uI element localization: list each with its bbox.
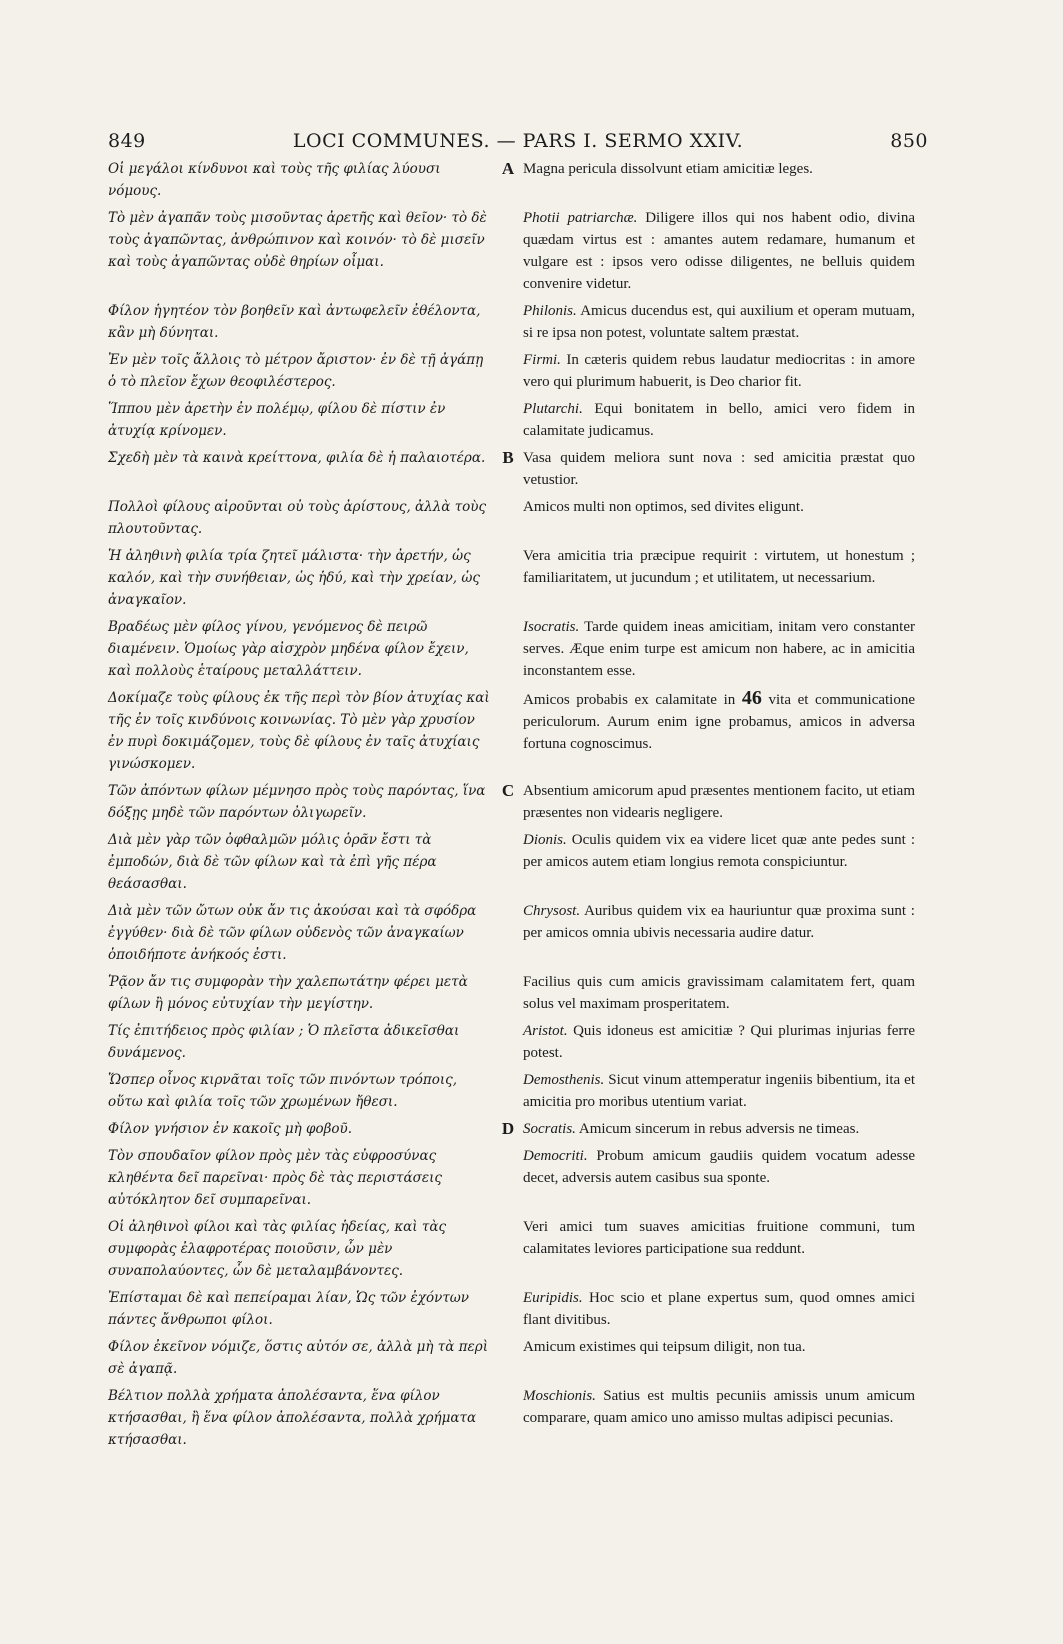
latin-translation — [523, 1385, 915, 1429]
source-author: Isocratis. — [523, 619, 580, 635]
greek-text: Φίλον γνήσιον ἐν κακοῖς μὴ φοβοῦ. — [108, 1121, 353, 1137]
latin-translation — [523, 447, 915, 491]
greek-text: Φίλον ἐκεῖνον νόμιζε, ὅστις αὐτόν σε, ἀλλὰ μὴ τὰ περὶ σὲ ἀγαπᾷ. — [108, 1339, 488, 1377]
sentence-pair — [108, 616, 938, 682]
greek-text: Ὥσπερ οἶνος κιρνᾶται τοῖς τῶν πινόντων τρόποις, οὕτω καὶ φιλία τοῖς τῶν χρωμένων ἤθεσι. — [108, 1072, 457, 1110]
latin-text: Tarde quidem ineas amicitiam, initam vero constanter serves. Æque enim turpe est amicum non habere, ac in amicitia inconstantem esse. — [523, 619, 916, 679]
greek-text: Σχεδὴ μὲν τὰ καινὰ κρείττονα, φιλία δὲ ἡ παλαιοτέρα. — [108, 450, 486, 466]
page-number-right: 850 — [890, 130, 928, 152]
sentence-pair — [108, 1287, 938, 1331]
greek-text: Φίλον ἡγητέον τὸν βοηθεῖν καὶ ἀντωφελεῖν ἐθέλοντα, κἂν μὴ δύνηται. — [108, 303, 481, 341]
sentence-pair — [108, 1385, 938, 1451]
greek-text: Ἐν μὲν τοῖς ἄλλοις τὸ μέτρον ἄριστον· ἐν δὲ τῇ ἀγάπῃ ὁ τὸ πλεῖον ἔχων θεοφιλέστερος. — [108, 352, 484, 390]
section-marker: C — [501, 781, 515, 800]
sentence-pair — [108, 1069, 938, 1113]
sentence-pair — [108, 687, 938, 775]
latin-translation — [523, 398, 915, 442]
latin-text: Amicos multi non optimos, sed divites eligunt. — [523, 499, 804, 515]
latin-translation — [523, 1145, 915, 1189]
latin-text: Auribus quidem vix ea hauriuntur quæ proxima sunt : per amicos omnia ubivis necessaria audire datur. — [523, 903, 915, 941]
greek-text: Διὰ μὲν τῶν ὤτων οὐκ ἄν τις ἀκούσαι καὶ τὰ σφόδρα ἐγγύθεν· διὰ δὲ τῶν φίλων οὐδενὸς τῶν ἀναγκαίων ὁποιδήποτε ἀνήκοός ἐστι. — [108, 903, 477, 963]
source-author: Socratis. — [523, 1121, 576, 1137]
latin-text: Amicos probabis ex calamitate in — [523, 692, 736, 708]
greek-text: Τῶν ἀπόντων φίλων μέμνησο πρὸς τοὺς παρόντας, ἵνα δόξῃς μηδὲ τῶν παρόντων ὀλιγωρεῖν. — [108, 783, 486, 821]
latin-translation — [523, 900, 915, 944]
latin-translation — [523, 1118, 915, 1140]
latin-translation — [523, 1216, 915, 1260]
section-marker: B — [502, 448, 514, 467]
latin-translation — [523, 496, 915, 518]
latin-translation — [523, 616, 915, 682]
latin-text: vita et communicatione periculorum. Aurum enim igne probamus, amicos in adversa fortuna cognoscimus. — [523, 692, 916, 752]
sentence-pair — [108, 1020, 938, 1064]
latin-text: Diligere illos qui nos habent odio, divina quædam virtus est : amantes autem redamare, humanum et vulgare est : ipsos vero odisse diligentes, ne belluis quidem convenire videtur. — [523, 210, 916, 292]
latin-translation — [523, 349, 915, 393]
sentence-pair — [108, 447, 938, 491]
source-author: Philonis. — [523, 303, 577, 319]
page-number-left: 849 — [108, 130, 146, 152]
latin-text: Satius est multis pecuniis amissis unum amicum comparare, quam amico uno amisso multas adipisci pecunias. — [523, 1388, 915, 1426]
greek-text: Οἱ ἀληθινοὶ φίλοι καὶ τὰς φιλίας ἡδείας, καὶ τὰς συμφορὰς ἐλαφροτέρας ποιοῦσιν, ὧν μὲν συναπολαύοντες, ὧν δὲ μεταλαμβάνοντες. — [108, 1219, 447, 1279]
latin-translation — [523, 300, 915, 344]
sentence-pair — [108, 300, 938, 344]
latin-text: Facilius quis cum amicis gravissimam calamitatem fert, quam solus vel maximam prosperitatem. — [523, 974, 915, 1012]
source-author: Plutarchi. — [523, 401, 583, 417]
latin-translation — [523, 158, 915, 180]
latin-text: Amicum existimes qui teipsum diligit, non tua. — [523, 1339, 806, 1355]
latin-text: Amicum sincerum in rebus adversis ne timeas. — [578, 1121, 860, 1137]
latin-translation — [523, 829, 915, 873]
sentence-pair — [108, 398, 938, 442]
latin-text: Veri amici tum suaves amicitias fruitione communi, tum calamitates leviores participatione sua reddunt. — [523, 1219, 915, 1257]
source-author: Demosthenis. — [523, 1072, 605, 1088]
latin-text: Vasa quidem meliora sunt nova : sed amicitia præstat quo vetustior. — [523, 450, 915, 488]
sentence-pair — [108, 1216, 938, 1282]
latin-translation — [523, 1069, 915, 1113]
latin-text: Probum amicum gaudiis quidem vocatum adesse decet, adversis autem casibus sua sponte. — [523, 1148, 915, 1186]
latin-text: Quis idoneus est amicitiæ ? Qui plurimas injurias ferre potest. — [523, 1023, 916, 1061]
latin-text: In cæteris quidem rebus laudatur mediocritas : in amore vero qui plurimum habuerit, is Deo charior fit. — [523, 352, 915, 390]
source-author: Firmi. — [523, 352, 561, 368]
greek-text: Ἐπίσταμαι δὲ καὶ πεπείραμαι λίαν, Ὡς τῶν ἐχόντων πάντες ἄνθρωποι φίλοι. — [108, 1290, 469, 1328]
latin-text: Hoc scio et plane expertus sum, quod omnes amici flant divitibus. — [523, 1290, 916, 1328]
source-author: Dionis. — [523, 832, 567, 848]
latin-text: Amicus ducendus est, qui auxilium et operam mutuam, si re ipsa non potest, voluntate saltem præstat. — [523, 303, 915, 341]
sentence-pair — [108, 1145, 938, 1211]
source-author: Aristot. — [523, 1023, 568, 1039]
greek-text: Ῥᾷον ἄν τις συμφορὰν τὴν χαλεπωτάτην φέρει μετὰ φίλων ἢ μόνος εὐτυχίαν τὴν μεγίστην. — [108, 974, 468, 1012]
greek-text: Οἱ μεγάλοι κίνδυνοι καὶ τοὺς τῆς φιλίας λύουσι νόμους. — [108, 161, 441, 199]
greek-text: Ἡ ἀληθινὴ φιλία τρία ζητεῖ μάλιστα· τὴν ἀρετήν, ὡς καλόν, καὶ τὴν συνήθειαν, ὡς ἡδύ, καὶ τὴν χρείαν, ὡς ἀναγκαῖον. — [108, 548, 480, 608]
sentence-pair — [108, 349, 938, 393]
latin-text: Vera amicitia tria præcipue requirit : virtutem, ut honestum ; familiaritatem, ut jucundum ; et utilitatem, ut necessarium. — [523, 548, 915, 586]
latin-text: Oculis quidem vix ea videre licet quæ ante pedes sunt : per amicos autem etiam longius remota conspiciuntur. — [523, 832, 915, 870]
sentence-pair — [108, 1118, 938, 1140]
latin-translation — [523, 1020, 915, 1064]
sentence-pair — [108, 780, 938, 824]
greek-text: Τὸ μὲν ἀγαπᾶν τοὺς μισοῦντας ἀρετῆς καὶ θεῖον· τὸ δὲ τοὺς ἀγαπῶντας, ἀνθρώπινον καὶ κοινόν· τὸ δὲ μισεῖν καὶ τοὺς ἀγαπῶντας οὐδὲ θηρίων οἶμαι. — [108, 210, 487, 270]
sentence-pair — [108, 829, 938, 895]
latin-translation — [523, 687, 915, 755]
section-marker: A — [501, 159, 515, 178]
source-author: Democriti. — [523, 1148, 588, 1164]
latin-translation — [523, 207, 915, 295]
latin-translation — [523, 971, 915, 1015]
sentence-pair — [108, 1336, 938, 1380]
greek-text: Τὸν σπουδαῖον φίλον πρὸς μὲν τὰς εὐφροσύνας κληθέντα δεῖ παρεῖναι· πρὸς δὲ τὰς περιστάσεις αὐτόκλητον δεῖ συμπαρεῖναι. — [108, 1148, 442, 1208]
source-author: Euripidis. — [523, 1290, 583, 1306]
greek-text: Δοκίμαζε τοὺς φίλους ἐκ τῆς περὶ τὸν βίον ἀτυχίας καὶ τῆς ἐν τοῖς κινδύνοις κοινωνίας. Τὸ μὲν γὰρ χρυσίον ἐν πυρὶ δοκιμάζομεν, τοὺς δὲ φίλους ἐν ταῖς ἀτυχίαις γινώσκομεν. — [108, 690, 490, 772]
latin-translation — [523, 780, 915, 824]
greek-text: Πολλοὶ φίλους αἱροῦνται οὐ τοὺς ἀρίστους, ἀλλὰ τοὺς πλουτοῦντας. — [108, 499, 487, 537]
greek-text: Βέλτιον πολλὰ χρήματα ἀπολέσαντα, ἕνα φίλον κτήσασθαι, ἢ ἕνα φίλον ἀπολέσαντα, πολλὰ χρήματα κτήσασθαι. — [108, 1388, 477, 1448]
sentence-pair — [108, 158, 938, 202]
running-title: LOCI COMMUNES. — PARS I. SERMO XXIV. — [292, 130, 744, 152]
sentence-pair — [108, 207, 938, 295]
greek-text: Ἵππου μὲν ἀρετὴν ἐν πολέμῳ, φίλου δὲ πίστιν ἐν ἀτυχίᾳ κρίνομεν. — [108, 401, 446, 439]
sentence-pair — [108, 971, 938, 1015]
latin-text: Equi bonitatem in bello, amici vero fidem in calamitate judicamus. — [523, 401, 916, 439]
greek-text: Τίς ἐπιτήδειος πρὸς φιλίαν ; Ὁ πλεῖστα ἀδικεῖσθαι δυνάμενος. — [108, 1023, 460, 1061]
latin-text: Magna pericula dissolvunt etiam amicitiæ leges. — [523, 161, 813, 177]
greek-text: Διὰ μὲν γὰρ τῶν ὀφθαλμῶν μόλις ὁρᾶν ἔστι τὰ ἐμποδών, διὰ δὲ τῶν φίλων καὶ τὰ ἐπὶ γῆς πέρα θεάσασθαι. — [108, 832, 437, 892]
source-author: Moschionis. — [523, 1388, 596, 1404]
latin-translation — [523, 545, 915, 589]
latin-text: Sicut vinum attemperatur ingeniis bibentium, ita et amicitia pro moribus utentium variat. — [523, 1072, 915, 1110]
latin-text: Absentium amicorum apud præsentes mentionem facito, ut etiam præsentes non videaris negligere. — [523, 783, 915, 821]
sentence-pair — [108, 545, 938, 611]
sentences — [108, 158, 938, 1456]
section-marker: D — [501, 1119, 515, 1138]
sentence-pair — [108, 496, 938, 540]
latin-translation — [523, 1336, 915, 1358]
latin-translation — [523, 1287, 915, 1331]
greek-text: Βραδέως μὲν φίλος γίνου, γενόμενος δὲ πειρῶ διαμένειν. Ὁμοίως γὰρ αἰσχρὸν μηδένα φίλον ἔχειν, καὶ πολλοὺς ἑταίρους μεταλλάττειν. — [108, 619, 469, 679]
running-header — [108, 130, 928, 160]
source-author: Photii patriarchæ. — [523, 210, 638, 226]
sentence-pair — [108, 900, 938, 966]
source-author: Chrysost. — [523, 903, 581, 919]
margin-number: 46 — [741, 687, 762, 709]
